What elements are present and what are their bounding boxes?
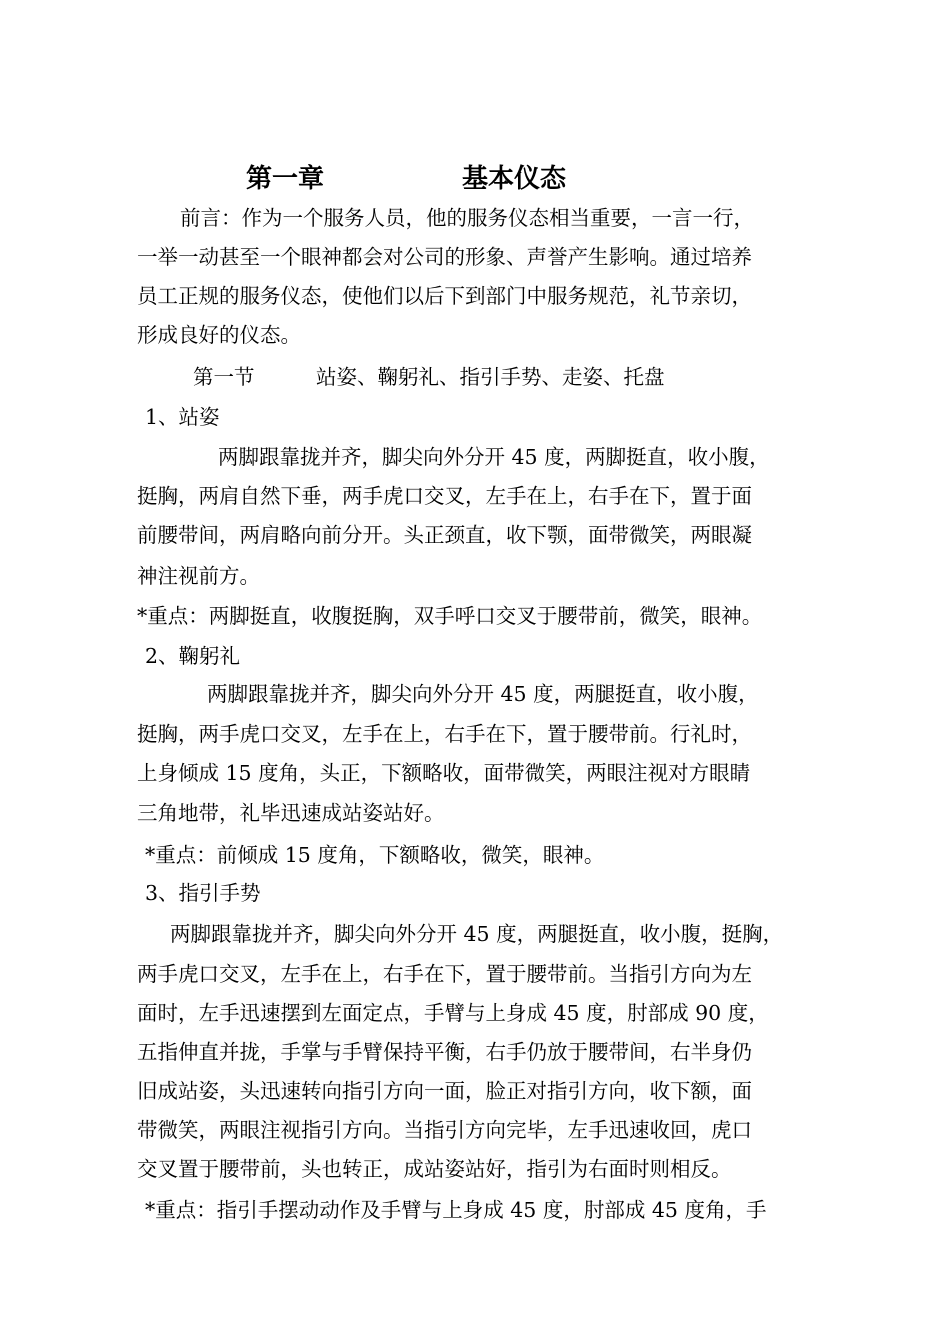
subsection-heading: 3、指引手势 — [145, 881, 261, 905]
chapter-title — [0, 158, 950, 198]
preface-line: 前言：作为一个服务人员，他的服务仪态相当重要，一言一行， — [180, 206, 754, 230]
paragraph-line: 两脚跟靠拢并齐，脚尖向外分开 45 度，两脚挺直，收小腹， — [218, 445, 770, 469]
paragraph-line: 旧成站姿，头迅速转向指引方向一面，脸正对指引方向，收下额，面 — [137, 1079, 752, 1103]
paragraph-line: 带微笑，两眼注视指引方向。当指引方向完毕，左手迅速收回，虎口 — [137, 1118, 752, 1142]
paragraph-line: 五指伸直并拢，手掌与手臂保持平衡，右手仍放于腰带间，右半身仍 — [137, 1040, 752, 1064]
paragraph-line: 两手虎口交叉，左手在上，右手在下，置于腰带前。当指引方向为左 — [137, 962, 752, 986]
preface-line: 形成良好的仪态。 — [137, 323, 301, 347]
key-point: *重点：指引手摆动动作及手臂与上身成 45 度，肘部成 45 度角，手 — [145, 1198, 767, 1222]
paragraph-line: 面时，左手迅速摆到左面定点，手臂与上身成 45 度，肘部成 90 度， — [137, 1001, 769, 1025]
paragraph-line: 交叉置于腰带前，头也转正，成站姿站好，指引为右面时则相反。 — [137, 1157, 732, 1181]
paragraph-line: 神注视前方。 — [137, 564, 260, 588]
subsection-heading: 1、站姿 — [145, 405, 220, 429]
paragraph-line: 挺胸，两肩自然下垂，两手虎口交叉，左手在上，右手在下，置于面 — [137, 484, 752, 508]
paragraph-line: 两脚跟靠拢并齐，脚尖向外分开 45 度，两腿挺直，收小腹， — [207, 682, 759, 706]
paragraph-line: 挺胸，两手虎口交叉，左手在上，右手在下，置于腰带前。行礼时， — [137, 722, 752, 746]
section-heading: 第一节 站姿、鞠躬礼、指引手势、走姿、托盘 — [193, 365, 665, 389]
preface-line: 员工正规的服务仪态，使他们以后下到部门中服务规范，礼节亲切， — [137, 284, 752, 308]
paragraph-line: 前腰带间，两肩略向前分开。头正颈直，收下颚，面带微笑，两眼凝 — [137, 523, 752, 547]
chapter-number: 第一章 — [246, 164, 325, 194]
paragraph-line: 两脚跟靠拢并齐，脚尖向外分开 45 度，两腿挺直，收小腹，挺胸， — [170, 922, 784, 946]
key-point: *重点：两脚挺直，收腹挺胸，双手呼口交叉于腰带前，微笑，眼神。 — [137, 604, 763, 628]
preface-line: 一举一动甚至一个眼神都会对公司的形象、声誉产生影响。通过培养 — [137, 245, 752, 269]
paragraph-line: 上身倾成 15 度角，头正，下额略收，面带微笑，两眼注视对方眼睛 — [137, 761, 751, 785]
chapter-name: 基本仪态 — [462, 164, 567, 194]
key-point: *重点：前倾成 15 度角，下额略收，微笑，眼神。 — [145, 843, 605, 867]
subsection-heading: 2、鞠躬礼 — [145, 644, 241, 668]
paragraph-line: 三角地带，礼毕迅速成站姿站好。 — [137, 801, 445, 825]
